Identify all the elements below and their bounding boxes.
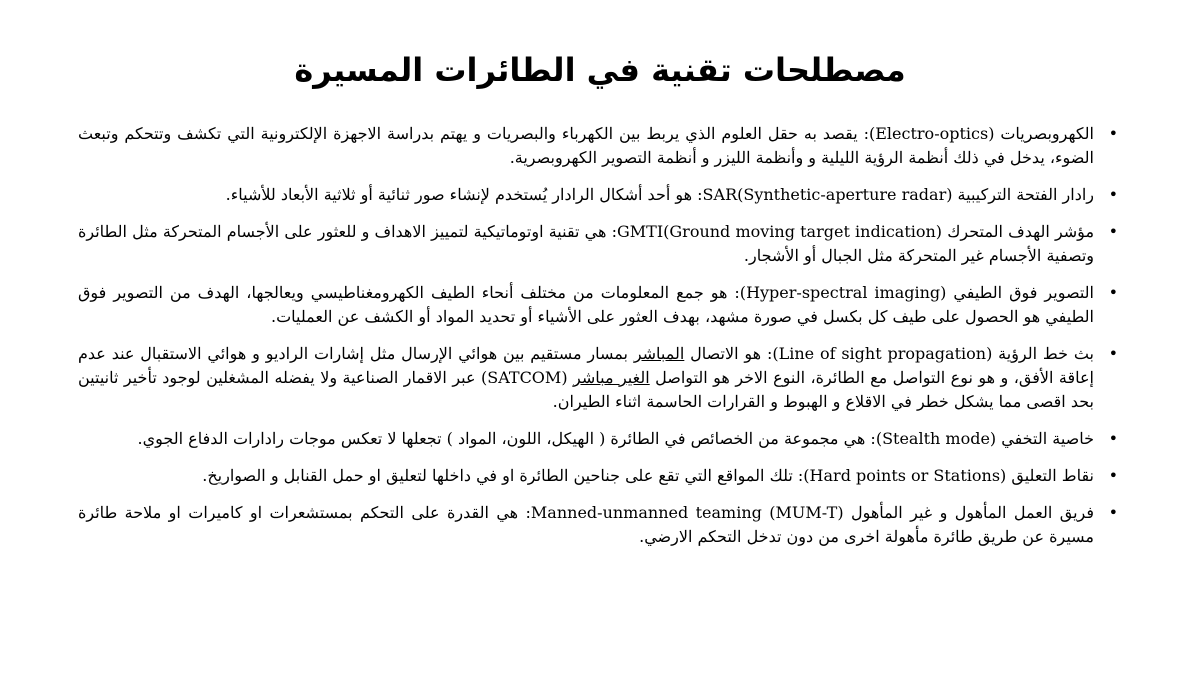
bullet-text: التصوير فوق الطيفي (Hyper-spectral imaging): هو جمع المعلومات من مختلف أنحاء الطيف الكهرومغناطيسي ويعالجها، الهدف من التصوير فوق الطيفي هو الحصول على طيف كل بكسل في صورة مشهد، بهدف العثور على الأشياء أو تحديد المواد أو الكشف عن العمليات. — [78, 283, 1095, 326]
bullet-dot-icon: • — [1108, 429, 1118, 448]
bullet-text-part-a: بث خط الرؤية (Line of sight propagation): هو الاتصال — [684, 344, 1094, 363]
bullet-item-hard-points — [78, 464, 1120, 488]
bullet-text: الكهروبصريات (Electro-optics): يقصد به حقل العلوم الذي يربط بين الكهرباء والبصريات و يهتم بدراسة الاجهزة الإلكترونية التي تكشف وتتحكم وتبعث الضوء، يدخل في ذلك أنظمة الرؤية الليلية و وأنظمة الليزر و أنظمة التصوير الكهروبصرية. — [78, 124, 1094, 167]
bullet-item-sar — [78, 183, 1120, 207]
bullet-text: رادار الفتحة التركيبية SAR(Synthetic-aperture radar): هو أحد أشكال الرادار يُستخدم لإنشاء صور ثنائية أو ثلاثية الأبعاد للأشياء. — [225, 185, 1094, 204]
bullet-dot-icon: • — [1108, 222, 1118, 241]
bullet-item-mum-t — [78, 501, 1120, 549]
bullet-text: نقاط التعليق (Hard points or Stations): تلك المواقع التي تقع على جناحين الطائرة او في داخلها لتعليق او حمل القنابل و الصواريخ. — [202, 466, 1094, 485]
bullet-text: مؤشر الهدف المتحرك GMTI(Ground moving target indication): هي تقنية اوتوماتيكية لتمييز الاهداف و للعثور على الأجسام المتحركة مثل الطائرة وتصفية الأجسام غير المتحركة مثل الجبال أو الأشجار. — [78, 222, 1095, 265]
bullet-dot-icon: • — [1108, 503, 1118, 522]
bullet-dot-icon: • — [1108, 283, 1118, 302]
underlined-indirect: الغير مباشر — [573, 368, 650, 387]
bullet-dot-icon: • — [1108, 124, 1118, 143]
bullet-text: فريق العمل المأهول و غير المأهول (Manned-unmanned teaming (MUM-T: هي القدرة على التحكم بمستشعرات او كاميرات او ملاحة طائرة مسيرة عن طريق طائرة مأهولة اخرى من دون تدخل التحكم الارضي. — [78, 503, 1095, 546]
bullet-text: خاصية التخفي (Stealth mode): هي مجموعة من الخصائص في الطائرة ( الهيكل، اللون، المواد ) تجعلها لا تعكس موجات رادارات الدفاع الجوي. — [137, 429, 1094, 448]
bullet-dot-icon: • — [1108, 466, 1118, 485]
bullet-list — [78, 122, 1120, 562]
bullet-item-hyperspectral — [78, 281, 1120, 329]
bullet-text-part-c: (SATCOM) عبر الاقمار الصناعية ولا يفضله المشغلين لوجود تأخير ثانيتين بحد اقصى مما يشكل خطر في الاقلاع و الهبوط و القرارات الحاسمة اثناء الطيران. — [78, 368, 1094, 411]
bullet-text-part-b: بمسار مستقيم بين هوائي الإرسال مثل إشارات الراديو و هوائي الاستقبال عند عدم إعاقة الأفق، و هو نوع التواصل مع الطائرة، النوع الاخر هو التواصل — [78, 344, 1095, 387]
bullet-item-gmti — [78, 220, 1120, 268]
bullet-dot-icon: • — [1108, 185, 1118, 204]
underlined-direct: المباشر — [633, 344, 685, 363]
bullet-item-line-of-sight — [78, 342, 1120, 414]
slide-title: مصطلحات تقنية في الطائرات المسيرة — [294, 51, 906, 89]
bullet-item-stealth — [78, 427, 1120, 451]
bullet-dot-icon: • — [1108, 344, 1118, 363]
bullet-item-electro-optics — [78, 122, 1120, 170]
